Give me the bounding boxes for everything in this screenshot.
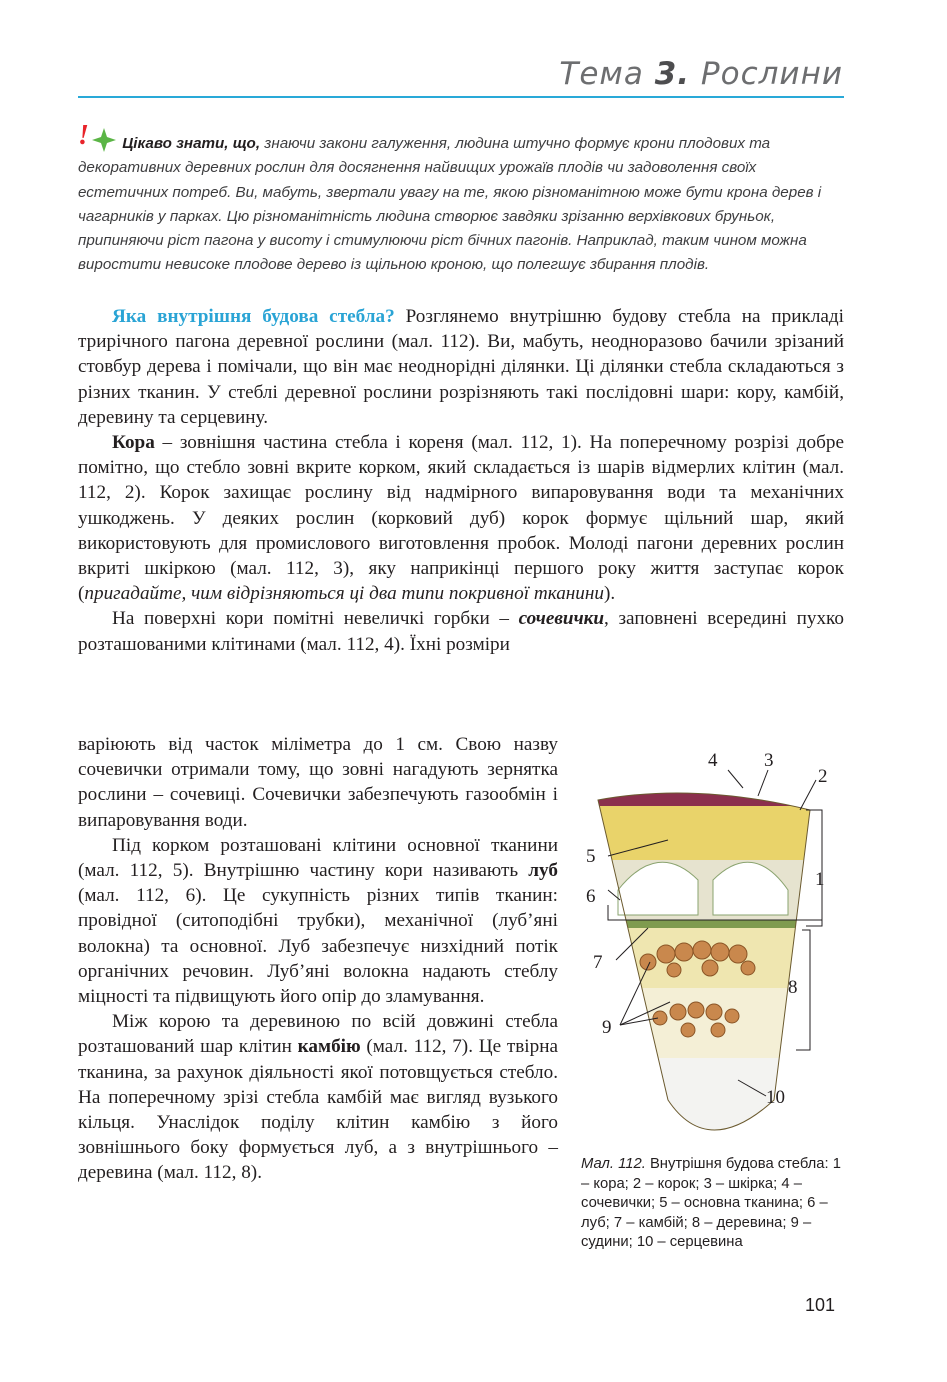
exclamation-icon: ! [78, 120, 89, 151]
label-9: 9 [602, 1017, 612, 1038]
label-7: 7 [593, 952, 603, 973]
term-phloem: луб [528, 860, 558, 882]
header-section: Тема [559, 56, 644, 92]
note-lead: Цікаво знати, що, [122, 135, 261, 152]
term-cambium: камбію [297, 1036, 361, 1058]
page-number: 101 [805, 1295, 836, 1315]
main-text [78, 304, 844, 657]
paragraph-phloem-start: Під корком розташовані клітини основної тканини (мал. 112, 5). Внутрішню частину кори називають [78, 834, 558, 882]
paragraph-lenticels [78, 606, 844, 656]
paragraph-cambium-start: Між корою та деревиною по всій довжині стебла розташований шар клітин [78, 1011, 558, 1058]
paragraph-phloem [78, 833, 558, 1009]
header-rule [78, 96, 844, 98]
figure-caption [581, 1155, 841, 1253]
caption-text: Внутрішня будова стебла: 1 – кора; 2 – корок; 3 – шкірка; 4 – сочевички; 5 – основна тканина; 6 – луб; 7 – камбій; 8 – деревина; 9 – судини; 10 – серцевина [581, 1156, 841, 1251]
label-5: 5 [586, 846, 596, 867]
paragraph-structure-text: Розглянемо внутрішню будову стебла на прикладі трирічного пагона деревної рослини (мал. 112). Ви, мабуть, неодноразово бачили зрізаний стовбур дерева і помічали, що він має неоднорідні ділянки. Ці ділянки стебла складаються з різних тканин. У стеблі деревної рослини розрізняють такі послідовні шари: кору, камбій, деревину та серцевину. [78, 306, 844, 428]
left-column [78, 732, 558, 1186]
paragraph-structure [78, 304, 844, 430]
paragraph-lenticels-text: , заповнені всередині пухко розташованими клітинами (мал. 112, 4). Їхні розміри [78, 608, 844, 655]
header-title: Рослини [700, 56, 843, 92]
term-lenticels: сочевички [518, 608, 605, 630]
stem-cross-section-figure [578, 740, 848, 1150]
section-question: Яка внутрішня будова стебла? [112, 306, 395, 327]
note-text: знаючи закони галуження, людина штучно формує крони плодових та декоративних деревних рослин для досягнення найвищих урожаїв плодів чи задоволення своїх естетичних потреб. Ви, мабуть, звертали увагу на те, якою різноманітною може бути крона дерев і чагарників у парках. Цю різноманітність людина створює завдяки зрізанню верхівкових бруньок, припиняючи ріст пагона у висоту і стимулюючи ріст бічних пагонів. Наприклад, таким чином можна виростити невисоке плодове дерево із щільною кроною, що полегшує збирання плодів. [78, 135, 822, 274]
paragraph-cambium [78, 1009, 558, 1185]
diamond-icon [92, 128, 116, 152]
paragraph-lenticels-cont: варіюють від часток міліметра до 1 см. Свою назву сочевички отримали тому, що зовні нагадують зернятка рослини – сочевиці. Сочевички забезпечують газообмін і випаровування води. [78, 734, 558, 831]
paragraph-phloem-text: (мал. 112, 6). Це сукупність різних типів тканин: провідної (ситоподібні трубки), механічної (луб’яні волокна) та основної. Луб забезпечує низхідний потік органічних речовин. Луб’яні волокна надають стеблу міцності та підвищують його опір до зламування. [78, 885, 558, 1008]
paragraph-bark-italic: пригадайте, чим відрізняються ці два типи покривної тканини [84, 583, 605, 605]
label-6: 6 [586, 886, 596, 907]
header-number: 3. [654, 56, 691, 92]
note-marker [78, 120, 118, 152]
caption-fig-number: Мал. 112. [581, 1156, 646, 1172]
label-10: 10 [766, 1087, 785, 1108]
paragraph-lenticels-start: На поверхні кори помітні невеличкі горбки – [112, 608, 519, 630]
term-bark: Кора [112, 432, 155, 454]
paragraph-cambium-text: (мал. 112, 7). Це твірна тканина, за рахунок діяльності якої потовщується стебло. На поперечному зрізі стебла камбій має вигляд вузького кільця. Унаслідок поділу клітин камбію з його зовнішнього боку формується луб, а з внутрішнього – деревина (мал. 112, 8). [78, 1036, 558, 1184]
running-header [559, 56, 843, 92]
paragraph-bark-end: ). [604, 583, 616, 605]
paragraph-bark [78, 430, 844, 606]
paragraph-bark-text: – зовнішня частина стебла і кореня (мал. 112, 1). На поперечному розрізі добре помітно, що стебло зовні вкрите корком, який складається із шарів відмерлих клітин (мал. 112, 2). Корок захищає рослину від надмірного випаровування води та механічних ушкоджень. У деяких рослин (корковий дуб) корок формує щільний шар, який використовують для промислового виготовлення пробок. Молоді пагони деревних рослин вкриті шкіркою (мал. 112, 3), яку наприкінці першого року життя заступає корок ( [78, 432, 844, 605]
label-2: 2 [818, 766, 828, 787]
label-4: 4 [708, 750, 718, 771]
label-1: 1 [815, 869, 825, 890]
label-8: 8 [788, 977, 798, 998]
interesting-fact-note [78, 120, 844, 278]
label-3: 3 [764, 750, 774, 771]
